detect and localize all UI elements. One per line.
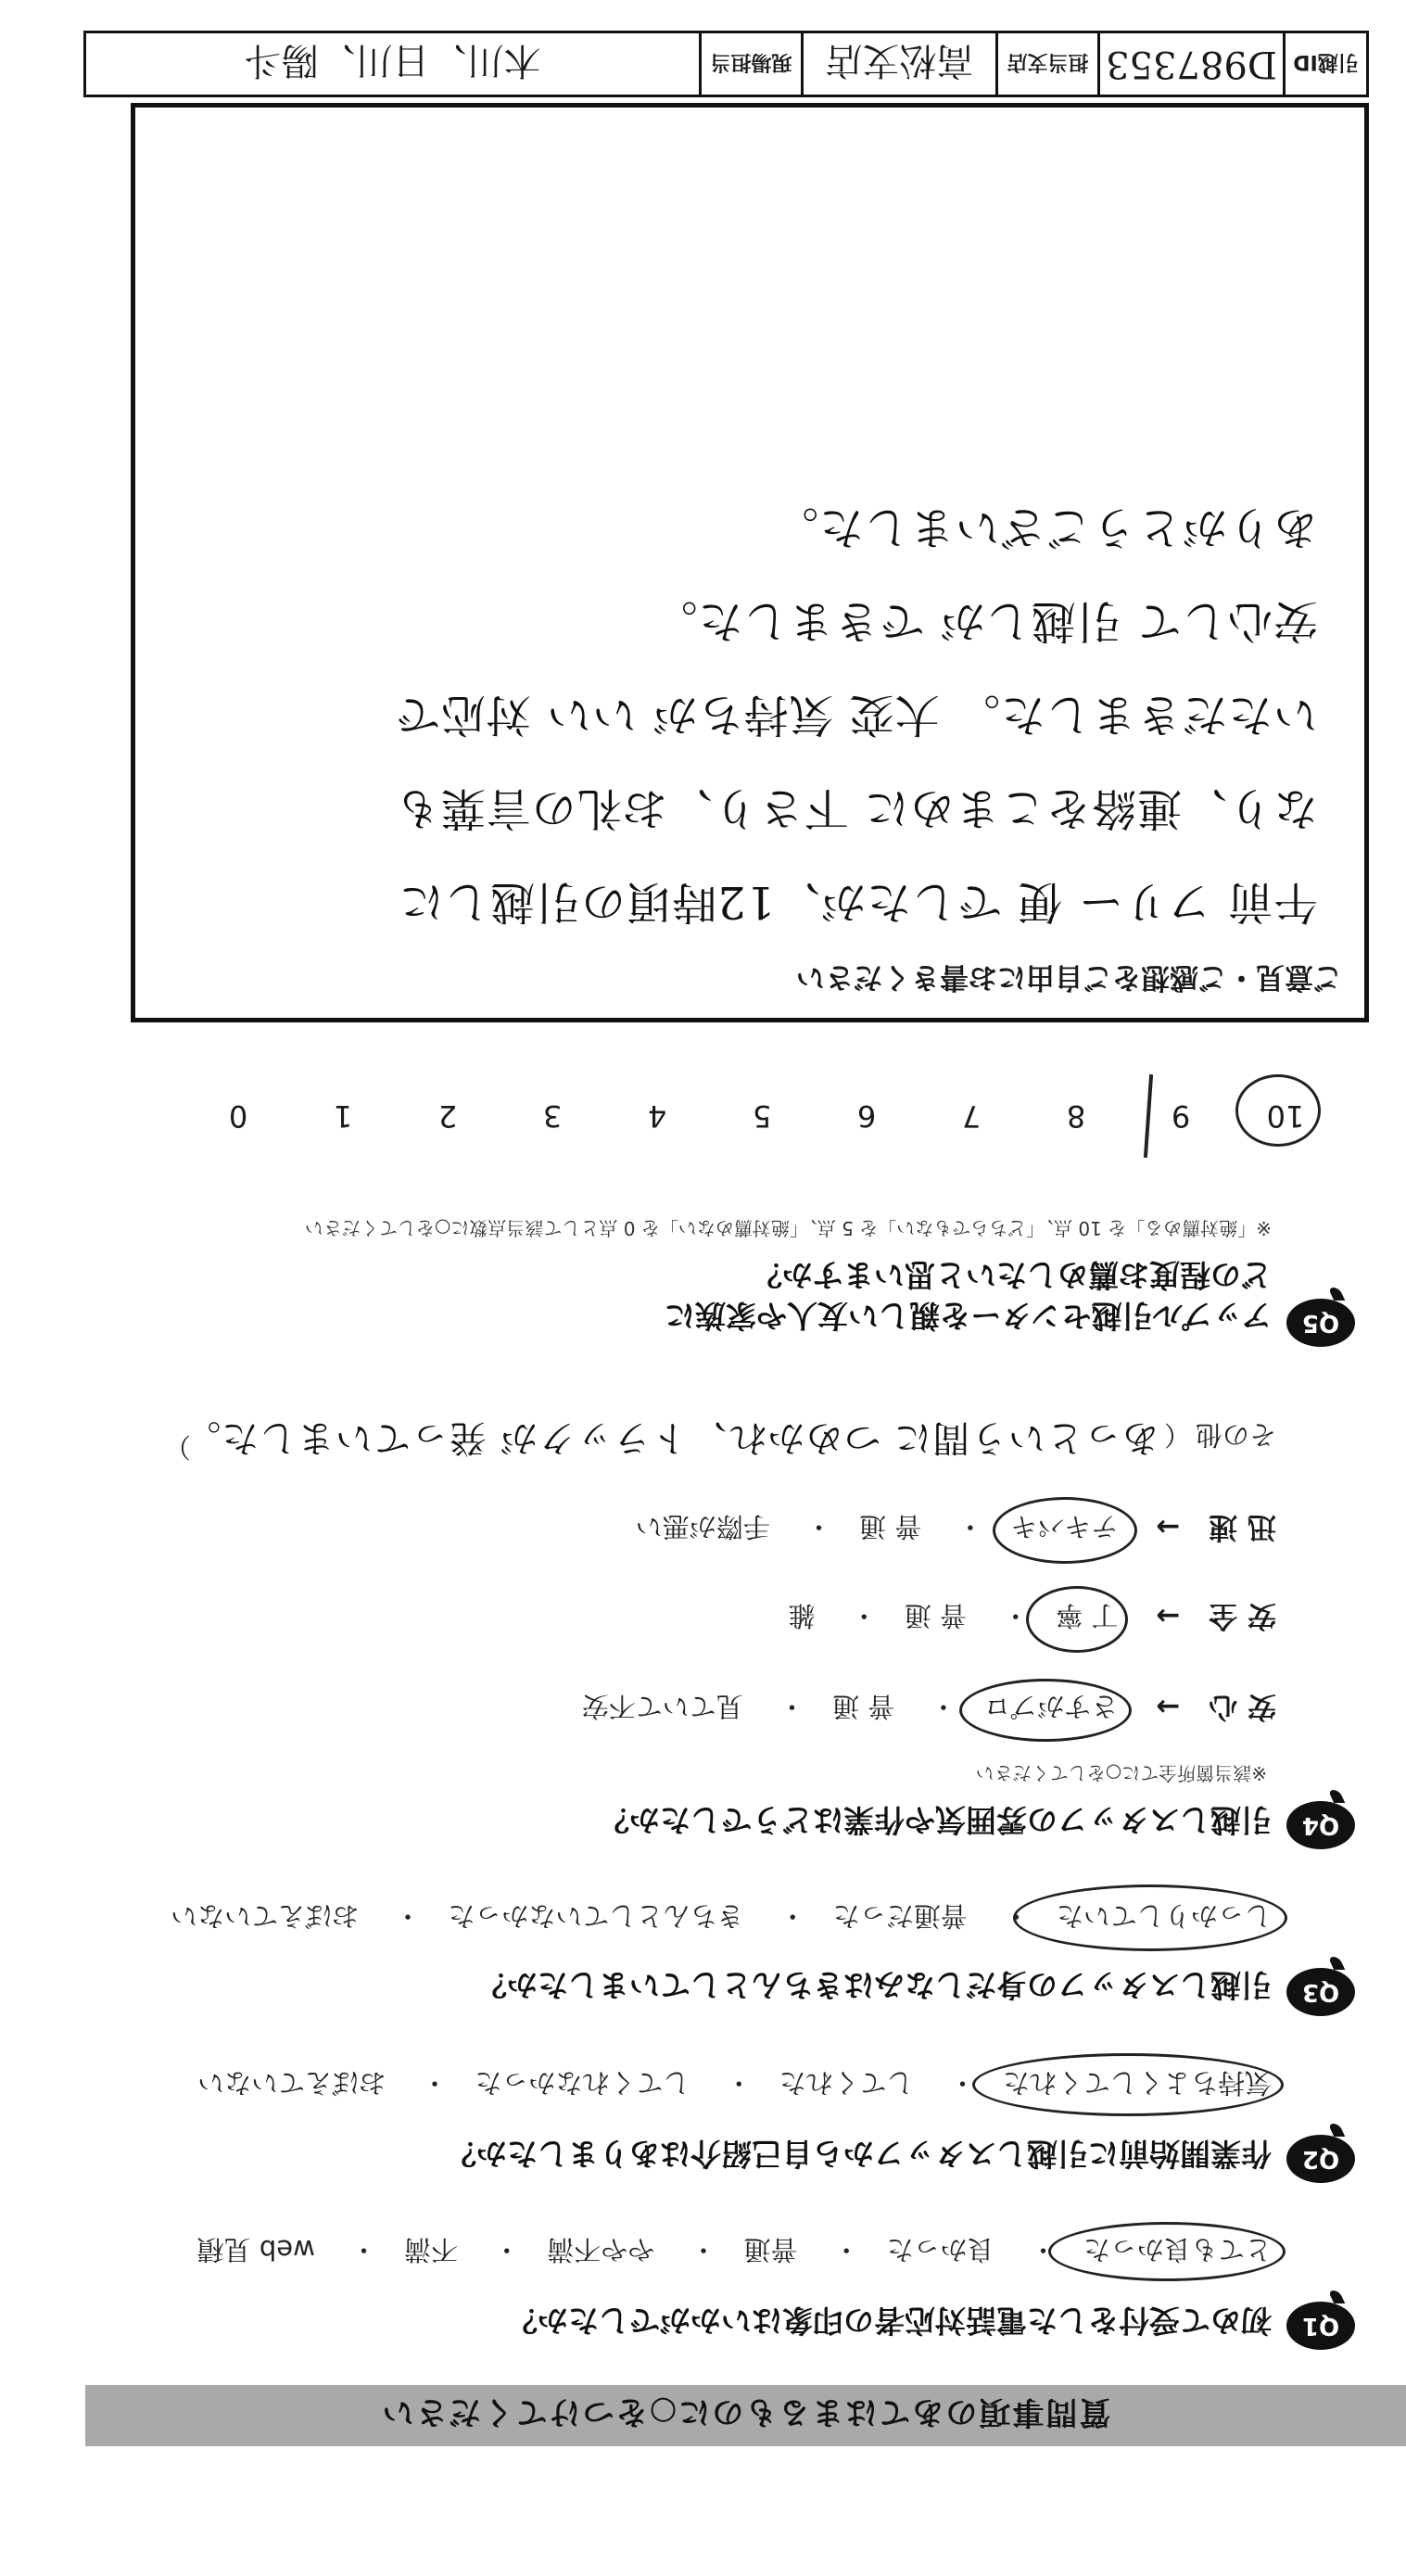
instruction-text: 質問事項のあてはまるものに○をつけてください xyxy=(380,2393,1111,2431)
id-label: 引越ID xyxy=(1283,33,1366,95)
q5-score-5[interactable]: 5 xyxy=(752,1098,772,1134)
q2-option-3[interactable]: してくれなかった xyxy=(475,2067,690,2099)
q4-row-2-selection-circle xyxy=(1026,1586,1128,1653)
branch-label: 担当支店 xyxy=(995,33,1097,95)
q5-title-line1: アップル引越センターを親しい友人や家族に xyxy=(664,1298,1272,1334)
comment-line-2: なり、連絡をこまめに 下さり、お礼の言葉も xyxy=(394,782,1318,834)
q5-score-1[interactable]: 1 xyxy=(333,1098,353,1134)
q3-title: 引越しスタッフの身だしなみはきちんとしていましたか？ xyxy=(476,1967,1272,2003)
q4-row-2: 安 全 → 丁 寧 ・ 普 通 ・ 雑 xyxy=(788,1599,1276,1632)
q5-score-0[interactable]: 0 xyxy=(228,1098,248,1134)
comment-line-1: 午前 フリー 便 でしたが、12時頃の引越しに xyxy=(399,876,1318,928)
q2-icon-label: Q2 xyxy=(1301,2145,1340,2173)
q4-note: ※該当箇所全てに○をしてください xyxy=(975,1762,1267,1784)
q4-row-3-label: 迅 速 xyxy=(1209,1510,1276,1543)
q1-icon-label: Q1 xyxy=(1301,2312,1340,2340)
q4-row-3-selection-circle xyxy=(993,1497,1137,1564)
q2-option-1[interactable]: 気持ちよくしてくれた xyxy=(1002,2067,1272,2099)
q5-note: ※「絶対薦める」を 10 点、「どちらでもない」を 5 点、「絶対薦めない」を 0 点として該当点数に○をしてください xyxy=(304,1217,1272,1239)
q4-icon-label: Q4 xyxy=(1301,1811,1340,1839)
q1-icon xyxy=(1286,2302,1355,2350)
q4-row-1-option-1[interactable]: さすがプロ xyxy=(983,1691,1119,1722)
q5-selection-circle xyxy=(1235,1074,1321,1147)
comment-label: ご意見・ご感想をご自由にお書きください xyxy=(796,960,1342,994)
q4-row-3-option-1[interactable]: テキパキ xyxy=(1010,1511,1119,1542)
q5-icon-label: Q5 xyxy=(1301,1309,1340,1337)
q4-row-3: 迅 速 → テキパキ ・ 普 通 ・ 手際が悪い xyxy=(635,1510,1276,1543)
q5-score-6[interactable]: 6 xyxy=(856,1098,877,1134)
q1-option-5[interactable]: 不満 xyxy=(404,2234,459,2265)
comment-box xyxy=(131,103,1369,1022)
q4-row-2-option-1[interactable]: 丁 寧 xyxy=(1056,1600,1119,1631)
team-value[interactable]: 木川、日川、陽斗 xyxy=(244,39,541,82)
q4-other-paren-close: ） xyxy=(164,1431,192,1463)
q1-option-6[interactable]: web 見積 xyxy=(196,2234,315,2265)
q4-row-1-option-3[interactable]: 見ていて不安 xyxy=(581,1691,743,1722)
q4-row-1: 安 心 → さすがプロ ・ 普 通 ・ 見ていて不安 xyxy=(581,1690,1276,1723)
comment-line-3: いただきました。 大変 気持ちが いい 対応で xyxy=(394,689,1318,741)
q3-option-3[interactable]: きちんとしていなかった xyxy=(448,1900,744,1932)
q2-option-2[interactable]: してくれた xyxy=(779,2067,914,2099)
q4-other-text[interactable]: あっという間に つめかれ、トラックが 発っていました。 xyxy=(183,1416,1159,1459)
q4-row-3-arrow: → xyxy=(1156,1510,1181,1543)
q4-row-3-option-3[interactable]: 手際が悪い xyxy=(635,1511,770,1542)
id-value[interactable]: D987353 xyxy=(1097,33,1283,95)
q5-score-4[interactable]: 4 xyxy=(647,1098,667,1134)
q4-other xyxy=(164,1415,1276,1467)
q3-option-2[interactable]: 普通だった xyxy=(832,1900,968,1932)
q1-selection-circle xyxy=(1048,2222,1286,2281)
q4-row-1-label: 安 心 xyxy=(1209,1690,1276,1723)
q4-icon xyxy=(1286,1801,1355,1849)
q4-row-2-option-2[interactable]: 普 通 xyxy=(904,1600,967,1631)
q2-title: 作業開始前に引越しスタッフから自己紹介はありましたか？ xyxy=(446,2136,1272,2172)
q4-row-1-option-2[interactable]: 普 通 xyxy=(831,1691,895,1722)
q2-icon xyxy=(1286,2135,1355,2183)
q2-option-4[interactable]: おぼえていない xyxy=(197,2067,386,2099)
q4-other-paren-open: （ xyxy=(1163,1419,1191,1451)
q5-score-7[interactable]: 7 xyxy=(961,1098,982,1134)
q3-option-1[interactable]: しっかりしていた xyxy=(1056,1900,1272,1932)
q4-row-1-arrow: → xyxy=(1156,1690,1181,1723)
q5-scale xyxy=(146,1078,1350,1134)
q3-option-4[interactable]: おぼえていない xyxy=(171,1900,360,1932)
q1-title: 初めて受付をした電話対応者の印象はいかがでしたか？ xyxy=(507,2303,1272,2339)
q1-option-1[interactable]: とても良かった xyxy=(1083,2234,1272,2265)
q4-row-2-option-3[interactable]: 雑 xyxy=(788,1600,816,1631)
q4-row-2-label: 安 全 xyxy=(1209,1599,1276,1632)
q1-options: とても良かった ・ 良かった ・ 普通 ・ やや不満 ・ 不満 ・ web 見積 xyxy=(196,2234,1272,2265)
comment-line-4: 安心して 引越しが できました。 xyxy=(652,595,1318,647)
id-table xyxy=(83,31,1369,97)
q5-icon xyxy=(1286,1299,1355,1347)
q3-selection-circle xyxy=(1013,1884,1287,1951)
q3-icon xyxy=(1286,1968,1355,2016)
q5-score-2[interactable]: 2 xyxy=(437,1098,458,1134)
team-label: 現場担当 xyxy=(699,33,801,95)
q1-option-3[interactable]: 普通 xyxy=(743,2234,798,2265)
q2-selection-circle xyxy=(972,2053,1284,2116)
q4-title: 引越しスタッフの雰囲気や作業はどうでしたか？ xyxy=(599,1802,1272,1838)
comment-body[interactable] xyxy=(159,500,1318,938)
instruction-band xyxy=(85,2385,1406,2446)
q4-row-2-arrow: → xyxy=(1156,1599,1181,1632)
q1-option-4[interactable]: やや不満 xyxy=(547,2234,655,2265)
branch-value[interactable]: 高松支店 xyxy=(801,33,995,95)
q1-option-2[interactable]: 良かった xyxy=(886,2234,994,2265)
q5-score-3[interactable]: 3 xyxy=(542,1098,563,1134)
q5-score-8[interactable]: 8 xyxy=(1066,1098,1086,1134)
q3-icon-label: Q3 xyxy=(1301,1978,1340,2006)
q3-options: しっかりしていた ・ 普通だった ・ きちんとしていなかった ・ おぼえていない xyxy=(171,1900,1272,1932)
q5-score-9[interactable]: 9 xyxy=(1171,1098,1191,1134)
q4-other-label: その他 xyxy=(1195,1419,1276,1451)
q5-score-10[interactable]: 10 xyxy=(1266,1098,1305,1134)
comment-line-5: ありがとうございました。 xyxy=(772,501,1318,553)
q4-row-1-selection-circle xyxy=(959,1679,1132,1742)
q5-title-line2: どの程度お薦めしたいと思いますか？ xyxy=(752,1257,1272,1293)
q4-row-3-option-2[interactable]: 普 通 xyxy=(858,1511,922,1542)
q2-options: 気持ちよくしてくれた ・ してくれた ・ してくれなかった ・ おぼえていない xyxy=(197,2067,1272,2099)
